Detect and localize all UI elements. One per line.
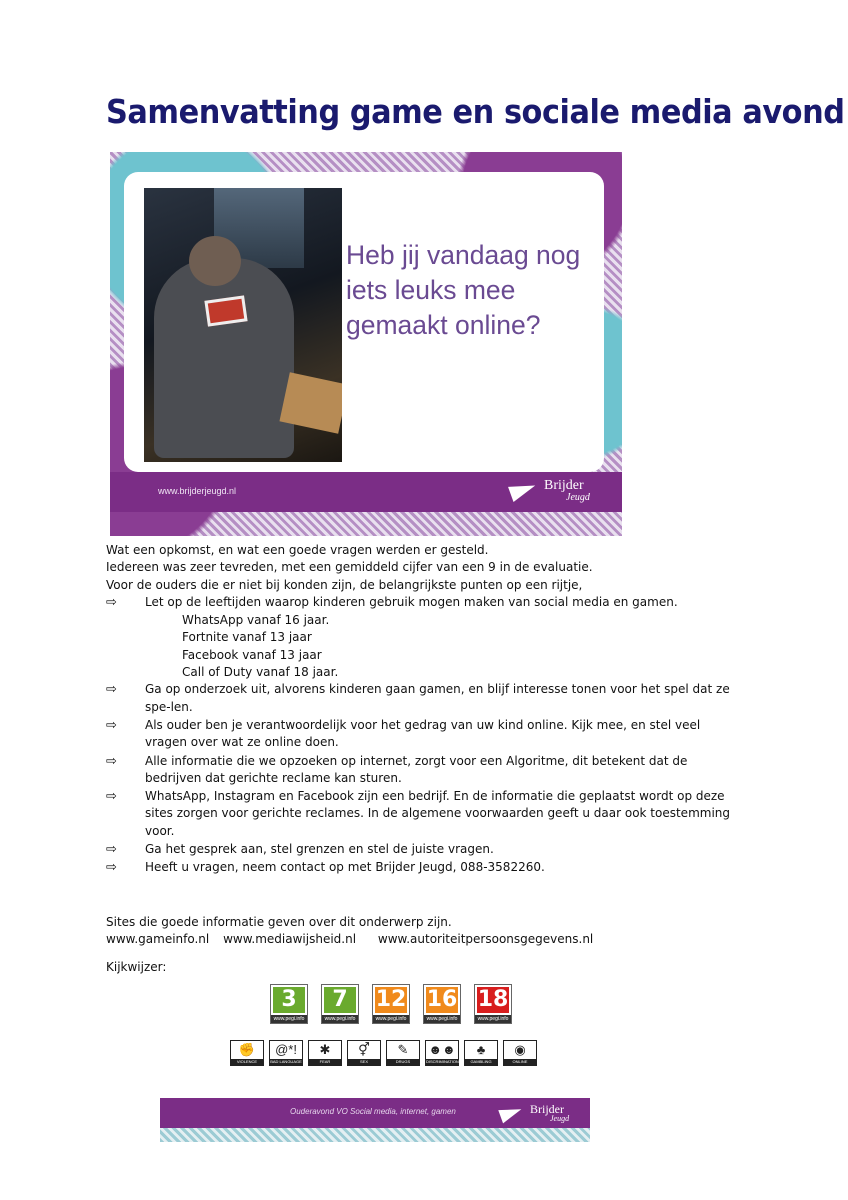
sites-intro: Sites die goede informatie geven over dit onderwerp zijn. [106, 914, 452, 929]
descriptor-label: FEAR [309, 1059, 341, 1065]
arrow-icon: ⇨ [106, 789, 117, 805]
descriptor-label: SEX [348, 1059, 380, 1065]
photo-shirt-logo [204, 295, 247, 326]
descriptor-glyph: ✊ [238, 1042, 256, 1057]
site-link[interactable]: www.autoriteitpersoonsgegevens.nl [377, 931, 594, 946]
site-link[interactable]: www.gameinfo.nl [106, 931, 210, 946]
pegi-number: 7 [324, 987, 356, 1013]
online-icon [503, 1040, 537, 1066]
descriptor-glyph: ♣ [476, 1042, 486, 1057]
descriptor-label: VIOLENCE [231, 1059, 263, 1065]
descriptor-glyph: ⚥ [358, 1042, 370, 1057]
sex-icon [347, 1040, 381, 1066]
descriptor-label: GAMBLING [465, 1059, 497, 1065]
bullet-text: Ga op onderzoek uit, alvorens kinderen gaan gamen, en blijf interesse tonen voor het spel dat ze spe-len. [145, 682, 730, 714]
pegi-number: 12 [375, 987, 407, 1012]
arrow-icon: ⇨ [106, 682, 117, 698]
slide-question: Heb jij vandaag nog iets leuks mee gemaakt online? [346, 240, 581, 340]
descriptor-glyph: ◉ [514, 1042, 526, 1057]
pegi-site: www.pegi.info [475, 1015, 511, 1023]
pegi-18-icon [474, 984, 512, 1024]
gamer-photo [144, 188, 342, 462]
document-body [106, 542, 746, 977]
bullet-item [106, 717, 746, 752]
bullet-text: Alle informatie die we opzoeken op internet, zorgt voor een Algoritme, dit betekent dat de bedrijven dat gerichte reclame kan sturen. [145, 753, 688, 785]
sites-line [106, 931, 746, 948]
bullet-text: Let op de leeftijden waarop kinderen gebruik mogen maken van social media en gamen. [145, 594, 678, 609]
bullet-item [106, 753, 746, 788]
bullet-text: Als ouder ben je verantwoordelijk voor het gedrag van uw kind online. Kijk mee, en stel veel vragen over wat ze online doen. [145, 717, 701, 750]
bullet-text: Ga het gesprek aan, stel grenzen en stel de juiste vragen. [145, 842, 494, 857]
discrimination-icon [425, 1040, 459, 1066]
age-line: WhatsApp vanaf 16 jaar. [182, 613, 330, 628]
arrow-icon: ⇨ [106, 860, 117, 876]
descriptor-glyph: ✱ [319, 1042, 331, 1057]
bullet-text: Heeft u vragen, neem contact op met Brijder Jeugd, 088-3582260. [145, 860, 545, 875]
pegi-number: 18 [477, 987, 509, 1012]
bottom-banner [160, 1098, 590, 1142]
bullet-item [106, 681, 746, 716]
descriptor-label: BAD LANGUAGE [270, 1059, 302, 1064]
bullet-item [106, 788, 746, 840]
pegi-descriptors [230, 1040, 537, 1066]
arrow-icon: ⇨ [106, 753, 117, 769]
brand-sub: Jeugd [550, 1114, 570, 1123]
pegi-number: 3 [273, 987, 305, 1013]
site-link[interactable]: www.mediawijsheid.nl [223, 931, 357, 946]
intro-line: Voor de ouders die er niet bij konden zijn, de belangrijkste punten op een rijtje, [106, 577, 583, 592]
brand-name: Brijder [530, 1102, 564, 1116]
bad-language-icon [269, 1040, 303, 1066]
gambling-icon [464, 1040, 498, 1066]
bullet-text: WhatsApp, Instagram en Facebook zijn een bedrijf. En de informatie die geplaatst wordt op deze sites zorgen voor gerichte reclames. In de algemene voorwaarden geeft u daar ook toestemming voor. [145, 789, 730, 838]
age-line: Fortnite vanaf 13 jaar [182, 630, 312, 645]
pegi-12-icon [372, 984, 410, 1024]
slide-footer [110, 472, 622, 512]
pegi-ratings [270, 984, 512, 1024]
intro-line: Iedereen was zeer tevreden, met een gemiddeld cijfer van een 9 in de evaluatie. [106, 560, 593, 575]
slide-url: www.brijderjeugd.nl [158, 486, 237, 496]
spacer [106, 948, 746, 959]
brand-sub: Jeugd [566, 492, 590, 503]
bullet-item [106, 594, 746, 611]
banner-text: Ouderavond VO Social media, internet, gamen [290, 1107, 456, 1116]
descriptor-label: ONLINE [504, 1059, 536, 1065]
drugs-icon [386, 1040, 420, 1066]
arrow-icon: ⇨ [106, 594, 117, 610]
violence-icon [230, 1040, 264, 1066]
kijkwijzer-label: Kijkwijzer: [106, 960, 167, 975]
document-title: Samenvatting game en sociale media avond [106, 92, 845, 132]
brand-name: Brijder [544, 478, 584, 493]
pegi-site: www.pegi.info [322, 1015, 358, 1023]
descriptor-glyph: @*! [275, 1042, 297, 1057]
arrow-icon: ⇨ [106, 842, 117, 858]
pegi-7-icon [321, 984, 359, 1024]
pegi-site: www.pegi.info [373, 1015, 409, 1023]
descriptor-glyph: ☻☻ [428, 1042, 456, 1057]
spacer [106, 878, 746, 914]
bullet-item [106, 841, 746, 858]
pegi-16-icon [423, 984, 461, 1024]
intro-line: Wat een opkomst, en wat een goede vragen werden er gesteld. [106, 543, 489, 557]
fear-icon [308, 1040, 342, 1066]
pegi-site: www.pegi.info [271, 1015, 307, 1023]
slide-image [110, 152, 622, 536]
descriptor-label: DRUGS [387, 1059, 419, 1065]
age-line: Facebook vanaf 13 jaar [182, 647, 322, 662]
pegi-3-icon [270, 984, 308, 1024]
descriptor-glyph: ✎ [397, 1042, 409, 1057]
descriptor-label: DISCRIMINATION [426, 1059, 459, 1064]
photo-person [154, 258, 294, 458]
bullet-item [106, 859, 746, 876]
arrow-icon: ⇨ [106, 717, 117, 733]
photo-head [189, 236, 241, 286]
pegi-number: 16 [426, 987, 458, 1012]
pegi-site: www.pegi.info [424, 1015, 460, 1023]
paper-plane-icon [508, 478, 538, 502]
age-line: Call of Duty vanaf 18 jaar. [182, 665, 339, 680]
